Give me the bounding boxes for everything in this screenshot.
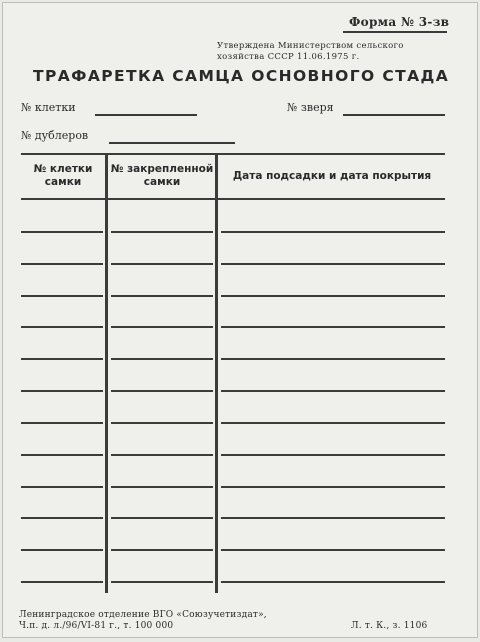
- header-assigned-female: № закрепленной самки: [110, 163, 214, 188]
- table-row-line: [221, 517, 445, 519]
- header-cage-female: № клетки самки: [33, 163, 93, 188]
- table-row-line: [111, 231, 213, 233]
- order-number: Л. т. К., з. 1106: [351, 621, 428, 631]
- table-row-line: [111, 517, 213, 519]
- table-row-line: [221, 454, 445, 456]
- table-row-line: [21, 390, 103, 392]
- form-title: ТРАФАРЕТКА САМЦА ОСНОВНОГО СТАДА: [33, 67, 450, 85]
- table-row-line: [21, 549, 103, 551]
- doubles-label: № дублеров: [21, 129, 89, 142]
- table-row-line: [221, 358, 445, 360]
- table-top-border: [21, 153, 445, 155]
- cage-number-field[interactable]: [95, 114, 197, 116]
- table-row-line: [111, 549, 213, 551]
- header-dates: Дата подсадки и дата покрытия: [232, 170, 432, 182]
- table-header-border: [21, 198, 445, 200]
- table-row-line: [221, 549, 445, 551]
- table-row-line: [21, 454, 103, 456]
- publisher-line-2: Ч.п. д. л./96/VI-81 г., т. 100 000: [19, 621, 174, 631]
- cage-number-label: № клетки: [21, 101, 76, 114]
- table-column-divider-1: [105, 153, 108, 593]
- animal-number-field[interactable]: [343, 114, 445, 116]
- table-row-line: [221, 295, 445, 297]
- form-number: Форма № 3-зв: [349, 15, 450, 29]
- table-row-line: [111, 581, 213, 583]
- form-sheet: [2, 2, 478, 638]
- table-row-line: [111, 263, 213, 265]
- table-row-line: [111, 390, 213, 392]
- table-row-line: [111, 326, 213, 328]
- table-row-line: [21, 358, 103, 360]
- table-row-line: [111, 295, 213, 297]
- animal-number-label: № зверя: [287, 101, 334, 114]
- table-row-line: [111, 358, 213, 360]
- table-row-line: [111, 422, 213, 424]
- table-row-line: [221, 263, 445, 265]
- table-column-divider-2: [215, 153, 218, 593]
- publisher-info: [19, 610, 267, 632]
- table-row-line: [221, 486, 445, 488]
- doubles-field[interactable]: [109, 142, 235, 144]
- table-row-line: [221, 231, 445, 233]
- table-row-line: [21, 231, 103, 233]
- table-row-line: [221, 390, 445, 392]
- table-row-line: [21, 581, 103, 583]
- table-row-line: [21, 295, 103, 297]
- table-row-line: [21, 263, 103, 265]
- table-row-line: [21, 486, 103, 488]
- publisher-line-1: Ленинградское отделение ВГО «Союзучетиздат»,: [19, 610, 267, 620]
- table-row-line: [111, 454, 213, 456]
- approval-line-2: хозяйства СССР 11.06.1975 г.: [217, 52, 360, 62]
- table-row-line: [221, 422, 445, 424]
- approval-line-1: Утверждена Министерством сельского: [217, 41, 404, 51]
- table-row-line: [221, 581, 445, 583]
- table-row-line: [21, 326, 103, 328]
- table-row-line: [111, 486, 213, 488]
- table-row-line: [21, 517, 103, 519]
- approval-note: [217, 41, 404, 63]
- table-row-line: [221, 326, 445, 328]
- form-number-underline: [343, 31, 447, 33]
- table-row-line: [21, 422, 103, 424]
